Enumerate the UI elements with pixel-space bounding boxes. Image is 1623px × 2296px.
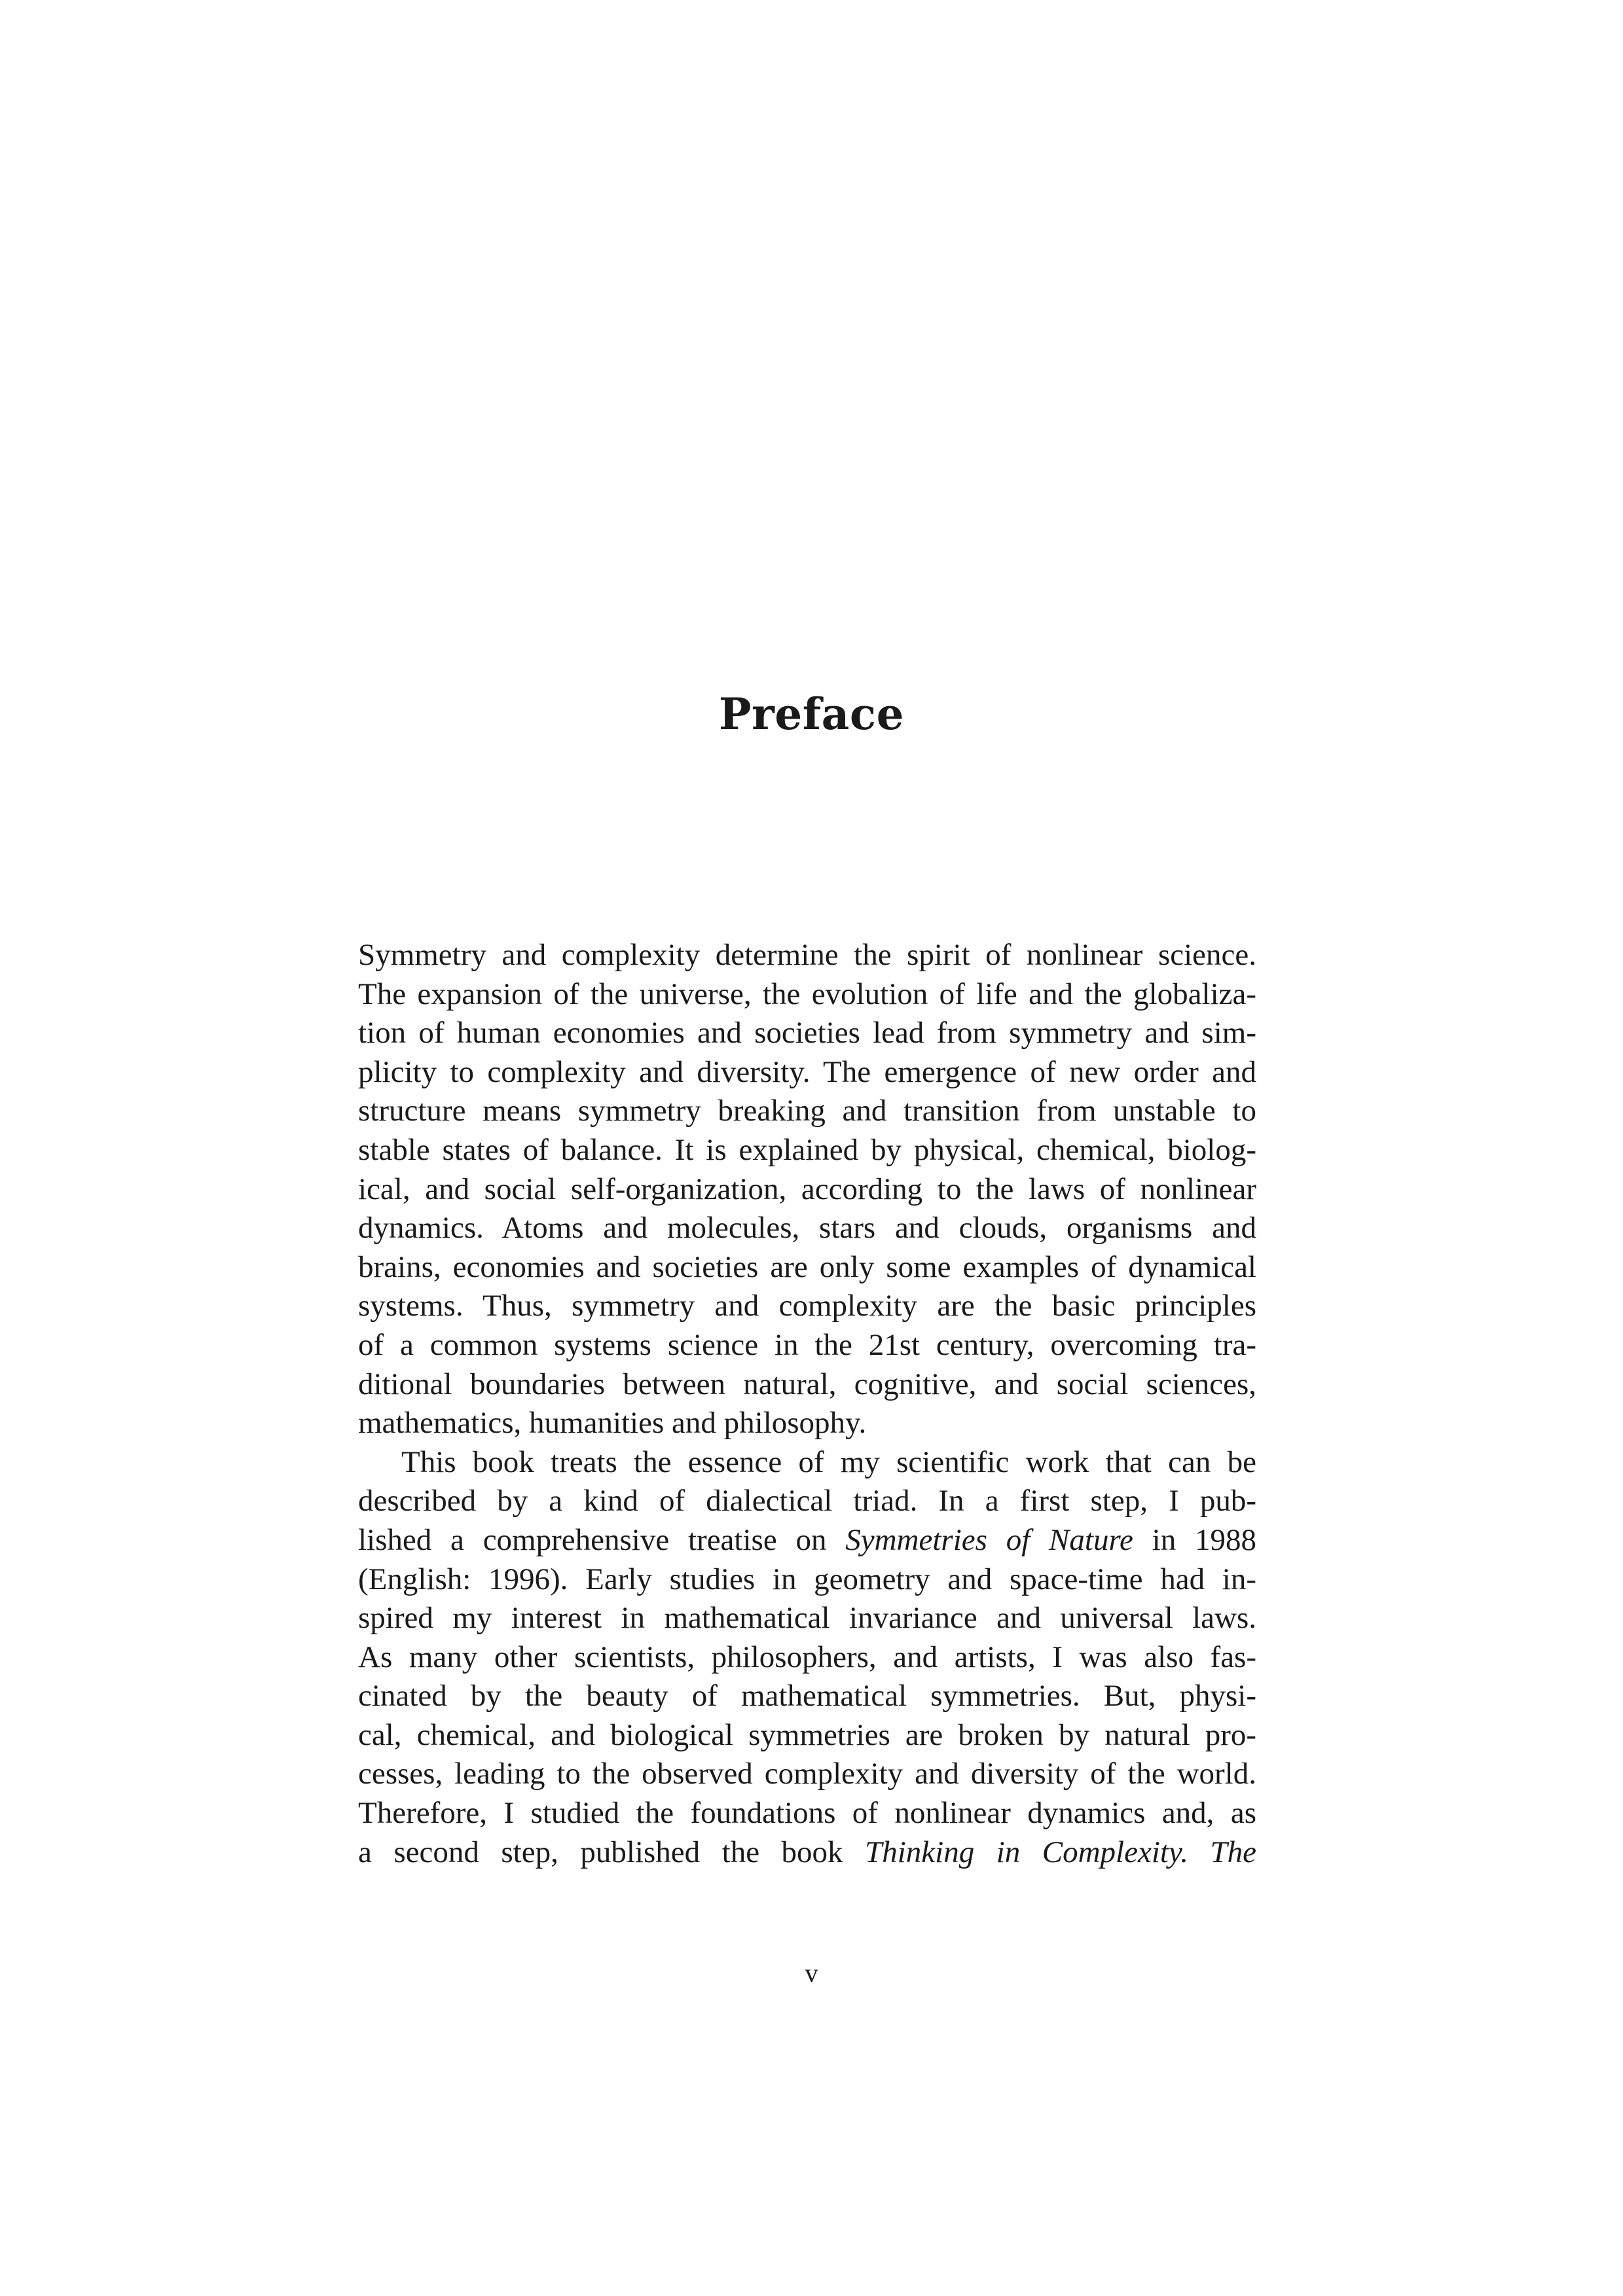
text-segment-italic: The [1210, 1835, 1256, 1869]
chapter-title: Preface [718, 689, 905, 740]
text-line: brains, economies and societies are only some examples of dynamical [358, 1249, 1256, 1284]
text-line: cal, chemical, and biological symmetries are broken by natural pro- [358, 1717, 1256, 1752]
text-line: As many other scientists, philosophers, and artists, I was also fas- [358, 1640, 1256, 1674]
text-segment: a second step, published the book [358, 1835, 866, 1869]
text-line: ditional boundaries between natural, cognitive, and social sciences, [358, 1367, 1256, 1401]
text-line: dynamics. Atoms and molecules, stars and clouds, organisms and [358, 1211, 1256, 1246]
text-segment: lished a comprehensive treatise on [358, 1522, 846, 1557]
text-line: of a common systems science in the 21st century, overcoming tra- [358, 1327, 1256, 1362]
text-line: plicity to complexity and diversity. The emergence of new order and [358, 1054, 1256, 1089]
text-line: Symmetry and complexity determine the spirit of nonlinear science. [358, 938, 1256, 972]
text-line: spired my interest in mathematical invariance and universal laws. [358, 1601, 1256, 1636]
text-line: This book treats the essence of my scientific work that can be [401, 1444, 1256, 1479]
text-line [358, 1521, 1256, 1560]
text-line: cesses, leading to the observed complexity and diversity of the world. [358, 1757, 1256, 1791]
text-line: structure means symmetry breaking and transition from unstable to [358, 1094, 1256, 1128]
text-segment: in 1988 [1133, 1522, 1256, 1557]
text-line: described by a kind of dialectical triad. In a first step, I pub- [358, 1484, 1256, 1518]
text-line: (English: 1996). Early studies in geometry and space-time had in- [358, 1562, 1256, 1596]
book-title-italic: Symmetries of Nature [845, 1522, 1133, 1557]
paragraph-2 [358, 1443, 1256, 1873]
page-number: v [805, 1958, 818, 1988]
text-line: cinated by the beauty of mathematical symmetries. But, physi- [358, 1679, 1256, 1713]
text-line: The expansion of the universe, the evolution of life and the globaliza- [358, 977, 1256, 1011]
text-line: tion of human economies and societies lead from symmetry and sim- [358, 1016, 1256, 1050]
preface-body [358, 936, 1256, 1872]
text-line [358, 1833, 1256, 1873]
text-line: ical, and social self-organization, according to the laws of nonlinear [358, 1172, 1256, 1206]
text-line: systems. Thus, symmetry and complexity are the basic principles [358, 1289, 1256, 1323]
text-line: Therefore, I studied the foundations of nonlinear dynamics and, as [358, 1796, 1256, 1831]
paragraph-1 [358, 936, 1256, 1443]
book-title-italic: Thinking in Complexity. [865, 1835, 1188, 1869]
text-line: stable states of balance. It is explained by physical, chemical, biolog- [358, 1132, 1256, 1167]
text-line: mathematics, humanities and philosophy. [358, 1406, 867, 1441]
